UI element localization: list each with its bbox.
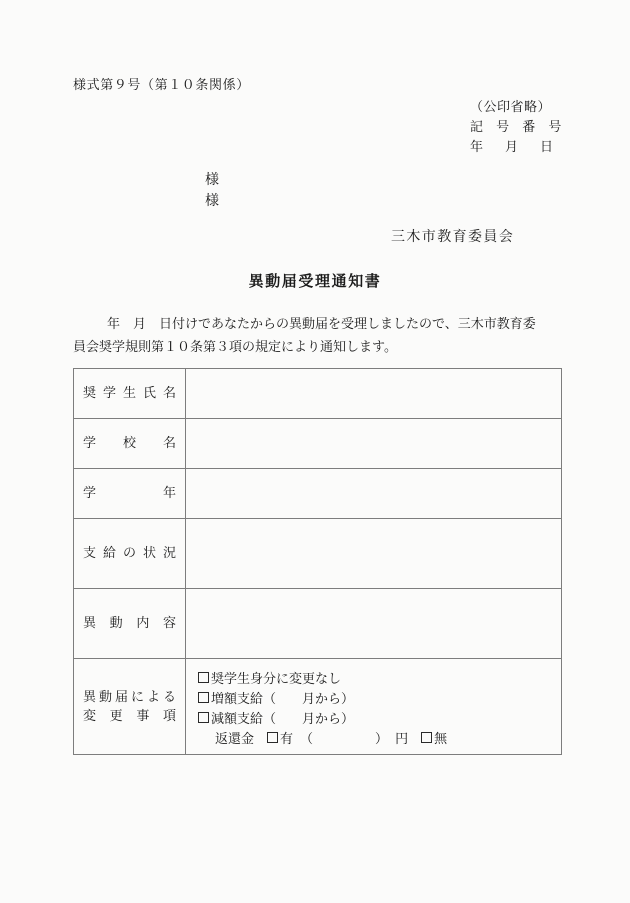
addressee-block (205, 170, 219, 212)
checkbox-icon[interactable] (198, 712, 209, 723)
checkbox-icon[interactable] (198, 692, 209, 703)
refund-no-label: 無 (434, 732, 448, 747)
seal-omitted-note: （公印省略） (470, 100, 552, 115)
body-line-1: 年 月 日付けであなたからの異動届を受理しましたので、三木市教育委 (107, 317, 536, 332)
issuer-name: 三木市教育委員会 (391, 229, 515, 245)
checkbox-option-label: 奨学生身分に変更なし (211, 672, 342, 687)
row-value-change-details[interactable] (186, 589, 562, 659)
row-label-change-items: 異動届による 変更事項 (74, 659, 186, 755)
row-label-scholar-name: 奨学生氏名 (74, 369, 186, 419)
refund-label: 返還金 (215, 732, 255, 747)
checkbox-option-label: 増額支給（ 月から） (211, 692, 355, 707)
row-value-scholar-name[interactable] (186, 369, 562, 419)
issuer-meta-block (470, 98, 566, 158)
checkbox-option-label: 減額支給（ 月から） (211, 712, 355, 727)
row-value-payment-status[interactable] (186, 519, 562, 589)
row-label-change-details: 異動内容 (74, 589, 186, 659)
date-line-label: 年 月 日 (470, 140, 558, 155)
refund-line (198, 730, 561, 750)
row-value-school-name[interactable] (186, 419, 562, 469)
table-row (74, 419, 562, 469)
table-row (74, 469, 562, 519)
notification-form-table (73, 368, 562, 755)
table-row (74, 659, 562, 755)
refund-open-paren: （ (300, 732, 314, 747)
checkbox-option-decrease[interactable] (198, 710, 561, 730)
addressee-line-2: 様 (205, 193, 219, 209)
table-row (74, 589, 562, 659)
table-row (74, 369, 562, 419)
checkbox-icon-refund-yes[interactable] (267, 732, 278, 743)
form-number: 様式第９号（第１０条関係） (73, 78, 250, 93)
table-row (74, 519, 562, 589)
checkbox-option-no-change[interactable] (198, 670, 561, 690)
refund-yes-label: 有 (280, 732, 294, 747)
addressee-line-1: 様 (205, 172, 219, 188)
page-title: 異動届受理通知書 (248, 272, 382, 290)
row-value-change-items (186, 659, 562, 755)
body-paragraph (73, 313, 561, 359)
checkbox-icon-refund-no[interactable] (421, 732, 432, 743)
body-line-2: 員会奨学規則第１０条第３項の規定により通知します。 (73, 340, 397, 355)
row-value-school-year[interactable] (186, 469, 562, 519)
reference-number-label: 記 号 番 号 (470, 120, 566, 135)
row-label-school-name: 学校名 (74, 419, 186, 469)
refund-unit: 円 (395, 732, 409, 747)
row-label-payment-status: 支給の状況 (74, 519, 186, 589)
change-options-checklist (186, 663, 561, 750)
checkbox-option-increase[interactable] (198, 690, 561, 710)
checkbox-icon[interactable] (198, 672, 209, 683)
refund-close-paren: ） (375, 732, 389, 747)
row-label-school-year: 学年 (74, 469, 186, 519)
